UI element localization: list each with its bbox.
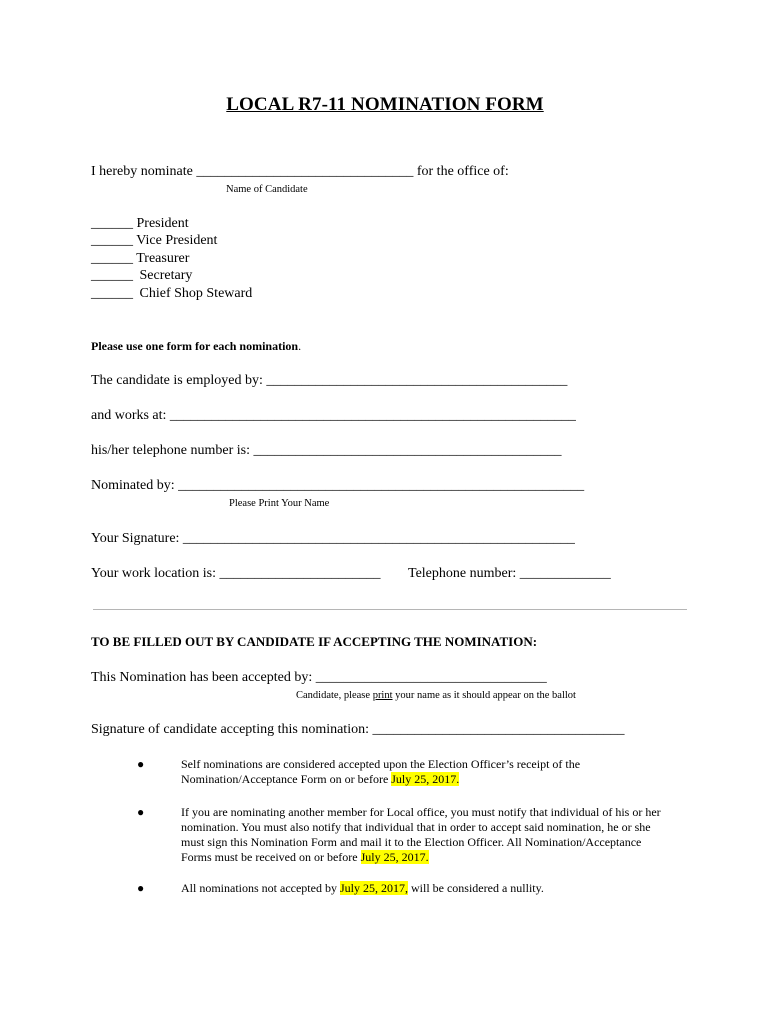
telephone-number-field[interactable]: Telephone number: _____________	[408, 566, 611, 581]
office-blank[interactable]: ______	[91, 251, 133, 266]
office-blank[interactable]: ______	[91, 286, 133, 301]
telephone-field[interactable]: his/her telephone number is: ____________________________________________	[91, 443, 562, 458]
bullet-2-line-1: If you are nominating another member for Local office, you must notify that individual of his or her	[181, 805, 661, 819]
accepted-by-hint	[296, 689, 576, 702]
bullet-2-line-4	[181, 850, 429, 865]
office-label: Secretary	[139, 268, 193, 283]
hint-post: your name as it should appear on the ballot	[392, 690, 576, 701]
bullet-2-line-3: must sign this Nomination Form and mail it to the Election Officer. All Nomination/Acceptance	[181, 835, 642, 849]
office-option-president[interactable]	[91, 215, 189, 232]
bullet-3-line-1	[181, 881, 544, 896]
office-label: Treasurer	[136, 251, 190, 266]
accepted-by-field[interactable]: This Nomination has been accepted by: _________________________________	[91, 670, 547, 685]
nominate-prefix: I hereby nominate	[91, 164, 193, 179]
employed-by-field[interactable]: The candidate is employed by: ___________________________________________	[91, 373, 568, 388]
nominated-by-field[interactable]: Nominated by: __________________________________________________________	[91, 478, 585, 493]
bullet-1-text: Nomination/Acceptance Form on or before	[181, 772, 392, 786]
office-blank[interactable]: ______	[91, 216, 133, 231]
hint-pre: Candidate, please	[296, 690, 373, 701]
office-blank[interactable]: ______	[91, 233, 133, 248]
bullet-2-text: Forms must be received on or before	[181, 850, 361, 864]
office-option-chief-shop-steward[interactable]	[91, 285, 252, 302]
office-option-secretary[interactable]	[91, 267, 192, 284]
deadline-date: July 25, 2017,	[339, 881, 408, 895]
nominated-by-hint: Please Print Your Name	[229, 498, 330, 509]
office-label: President	[136, 216, 189, 231]
bullet-icon: ●	[137, 805, 145, 819]
bullet-2-line-2: nomination. You must also notify that individual that in order to accept said nomination, he or she	[181, 820, 651, 834]
hint-print: print	[372, 690, 393, 701]
work-location-field[interactable]: Your work location is: _______________________	[91, 566, 381, 581]
one-form-notice	[91, 339, 301, 354]
section-divider	[93, 609, 687, 610]
nominate-line	[91, 163, 509, 180]
candidate-section-heading: TO BE FILLED OUT BY CANDIDATE IF ACCEPTING THE NOMINATION:	[91, 634, 538, 649]
candidate-name-blank[interactable]: _______________________________	[196, 164, 414, 179]
candidate-signature-field[interactable]: Signature of candidate accepting this nomination: ____________________________________	[91, 722, 625, 737]
office-option-vice-president[interactable]	[91, 232, 217, 249]
nominate-suffix: for the office of:	[416, 164, 509, 179]
office-label: Chief Shop Steward	[139, 286, 253, 301]
office-option-treasurer[interactable]	[91, 250, 189, 267]
works-at-field[interactable]: and works at: __________________________________________________________	[91, 408, 576, 423]
form-title: LOCAL R7-11 NOMINATION FORM	[226, 94, 544, 115]
notice-bold: Please use one form for each nomination	[91, 339, 299, 353]
bullet-3-pre: All nominations not accepted by	[181, 881, 340, 895]
bullet-icon: ●	[137, 881, 145, 895]
bullet-1-line-1: Self nominations are considered accepted upon the Election Officer’s receipt of the	[181, 757, 581, 771]
signature-field[interactable]: Your Signature: ________________________________________________________	[91, 531, 575, 546]
bullet-3-post: will be considered a nullity.	[407, 881, 544, 895]
notice-tail: .	[298, 339, 302, 353]
bullet-icon: ●	[137, 757, 145, 771]
bullet-1-line-2	[181, 772, 459, 787]
deadline-date: July 25, 2017.	[391, 772, 460, 786]
office-label: Vice President	[136, 233, 218, 248]
office-blank[interactable]: ______	[91, 268, 133, 283]
candidate-name-hint: Name of Candidate	[226, 184, 308, 195]
deadline-date: July 25, 2017.	[360, 850, 429, 864]
